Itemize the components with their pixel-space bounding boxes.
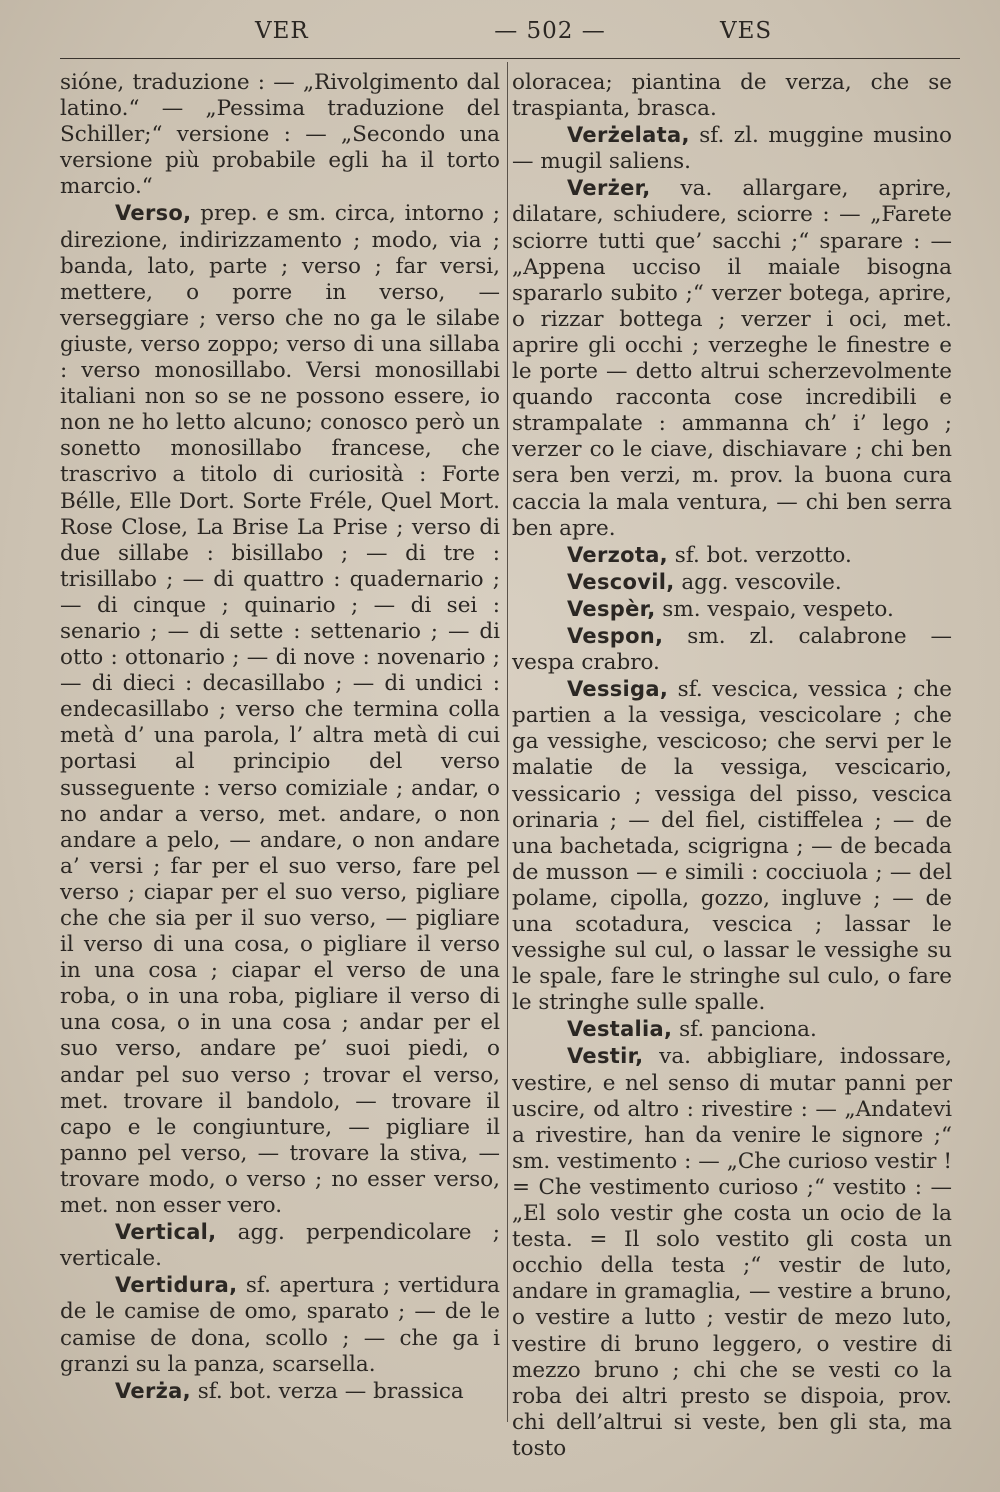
entry-vescovil: Vescovil, agg. vescovile. [567, 569, 842, 595]
entry-continuation: oloracea; piantina de verza, che se traspianta, brasca. [512, 70, 952, 122]
entry-continuation: sióne, traduzione : — „Rivolgimento dal latino.“ — „Pessima traduzione del Schiller;“ versione : — „Secondo una versione più probabile egli ha il torto marcio.“ [60, 70, 500, 200]
headword: Verżer, [567, 176, 651, 201]
right-column [512, 70, 952, 1462]
header-left-guide-word: VER [255, 18, 309, 44]
page-header [60, 18, 960, 58]
entry-vertical: Vertical, agg. perpendicolare ; verticale. [60, 1220, 500, 1272]
entry-verso: Verso, prep. e sm. circa, intorno ; direzione, indirizzamento ; modo, via ; banda, lato, parte ; verso ; far versi, mettere, o porre in verso, — verseggiare ; verso che no ga le silabe giuste, verso zoppo; verso di una sillaba : verso monosillabo. Versi monosillabi italiani non so se ne possono essere, io non ne ho letto alcuno; conosco però un sonetto monosillabo francese, che trascrivo a titolo di curiosità : Forte Bélle, Elle Dort. Sorte Fréle, Quel Mort. Rose Close, La Brise La Prise ; verso di due sillabe : bisillabo ; — di tre : trisillabo ; — di quattro : quadernario ; — di cinque ; quinario ; — di sei : senario ; — di sette : settenario ; — di otto : ottonario ; — di nove : novenario ; — di dieci : decasillabo ; — di undici : endecasillabo ; verso che termina colla metà d’ una parola, l’ altra metà di cui portasi al principio del verso susseguente : verso comiziale ; andar, o no andar a verso, met. andare, o non andare a pelo, — andare, o non andare a’ versi ; far per el suo verso, fare pel verso ; ciapar per el suo verso, pigliare che che sia per il suo verso, — pigliare il verso di una cosa, o pigliare il verso in una cosa ; ciapar el verso de una roba, o in una roba, pigliare il verso di una cosa, o in una cosa ; andar per el suo verso, andare pe’ suoi piedi, o andar pel suo verso ; trovar el verso, met. trovare il bandolo, — trovare il capo e le congiunture, — pigliare il panno pel verso, — trovare la stiva, — trovare modo, o verso ; no esser verso, met. non esser vero. [60, 201, 500, 1219]
headword: Verso, [115, 201, 192, 226]
entry-vestalia: Vestalia, sf. panciona. [567, 1017, 817, 1043]
headword: Vespon, [567, 623, 664, 648]
entry-vessiga: Vessiga, sf. vescica, vessica ; che partien a la vessiga, vescicolare ; che ga vessighe, vescicoso; che servi per le malatie de la vessiga, vescicario, vessicario ; vessiga del pisso, vescica orinaria ; — del fiel, cistiffelea ; — de una bachetada, scigrigna ; — de becada de musson — e simili : cocciuola ; — del polame, cipolla, gozzo, ingluve ; — de una scotadura, vescica ; lassar le vessighe sul cul, o lassar le vessighe su le spale, fare le stringhe sul culo, o fare le stringhe sulle spalle. [512, 677, 952, 1016]
entry-verza: Verża, sf. bot. verza — brassica [115, 1378, 464, 1404]
headword: Vestalia, [567, 1017, 673, 1042]
header-rule [60, 58, 960, 59]
headword: Verża, [115, 1378, 191, 1403]
headword: Verzota, [567, 542, 668, 567]
left-column [60, 70, 500, 1405]
headword: Vertidura, [115, 1273, 238, 1298]
column-divider [507, 62, 508, 1422]
headword: Verżelata, [567, 123, 690, 148]
page-number: — 502 — [494, 18, 606, 44]
headword: Vescovil, [567, 569, 675, 594]
headword: Vertical, [115, 1220, 217, 1245]
headword: Vestir, [567, 1044, 644, 1069]
entry-verzer: Verżer, va. allargare, aprire, dilatare, schiudere, sciorre : — „Farete sciorre tutti que’ sacchi ;“ sparare : — „Appena ucciso il maiale bisogna spararlo subito ;“ verzer botega, aprire, o rizzar bottega ; verzer i oci, met. aprire gli occhi ; verzeghe le finestre e le porte — detto altrui scherzevolmente quando racconta cose incredibili e strampalate : ammanna ch’ i’ lego ; verzer co le ciave, dischiavare ; chi ben sera ben verzi, m. prov. la buona cura caccia la mala ventura, — chi ben serra ben apre. [512, 176, 952, 541]
headword: Vespèr, [567, 596, 656, 621]
entry-verzelata: Verżelata, sf. zl. muggine musino — mugil saliens. [512, 123, 952, 175]
entry-vespon: Vespon, sm. zl. calabrone — vespa crabro. [512, 623, 952, 676]
header-right-guide-word: VES [720, 18, 773, 44]
entry-vestir: Vestir, va. abbigliare, indossare, vestire, e nel senso di mutar panni per uscire, od altro : rivestire : — „Andatevi a rivestire, han da venire le signore ;“ sm. vestimento : — „Che curioso vestir ! = Che vestimento curioso ;“ vestito : — „El solo vestir ghe costa un ocio de la testa. = Il solo vestito gli costa un occhio della testa ;“ vestir de luto, andare in gramaglia, — vestire a bruno, o vestire a lutto ; vestir de mezo luto, vestire di bruno leggero, o vestire di mezzo bruno ; chi che se vesti co la roba dei altri presto se dispoia, prov. chi dell’altrui si veste, ben gli sta, ma tosto [512, 1044, 952, 1461]
entry-vertidura: Vertidura, sf. apertura ; vertidura de le camise de omo, sparato ; — de le camise de dona, scollo ; — che ga i granzi su la panza, scarsella. [60, 1273, 500, 1377]
headword: Vessiga, [567, 677, 669, 702]
entry-verzota: Verzota, sf. bot. verzotto. [567, 542, 852, 568]
entry-vesper: Vespèr, sm. vespaio, vespeto. [567, 596, 894, 622]
